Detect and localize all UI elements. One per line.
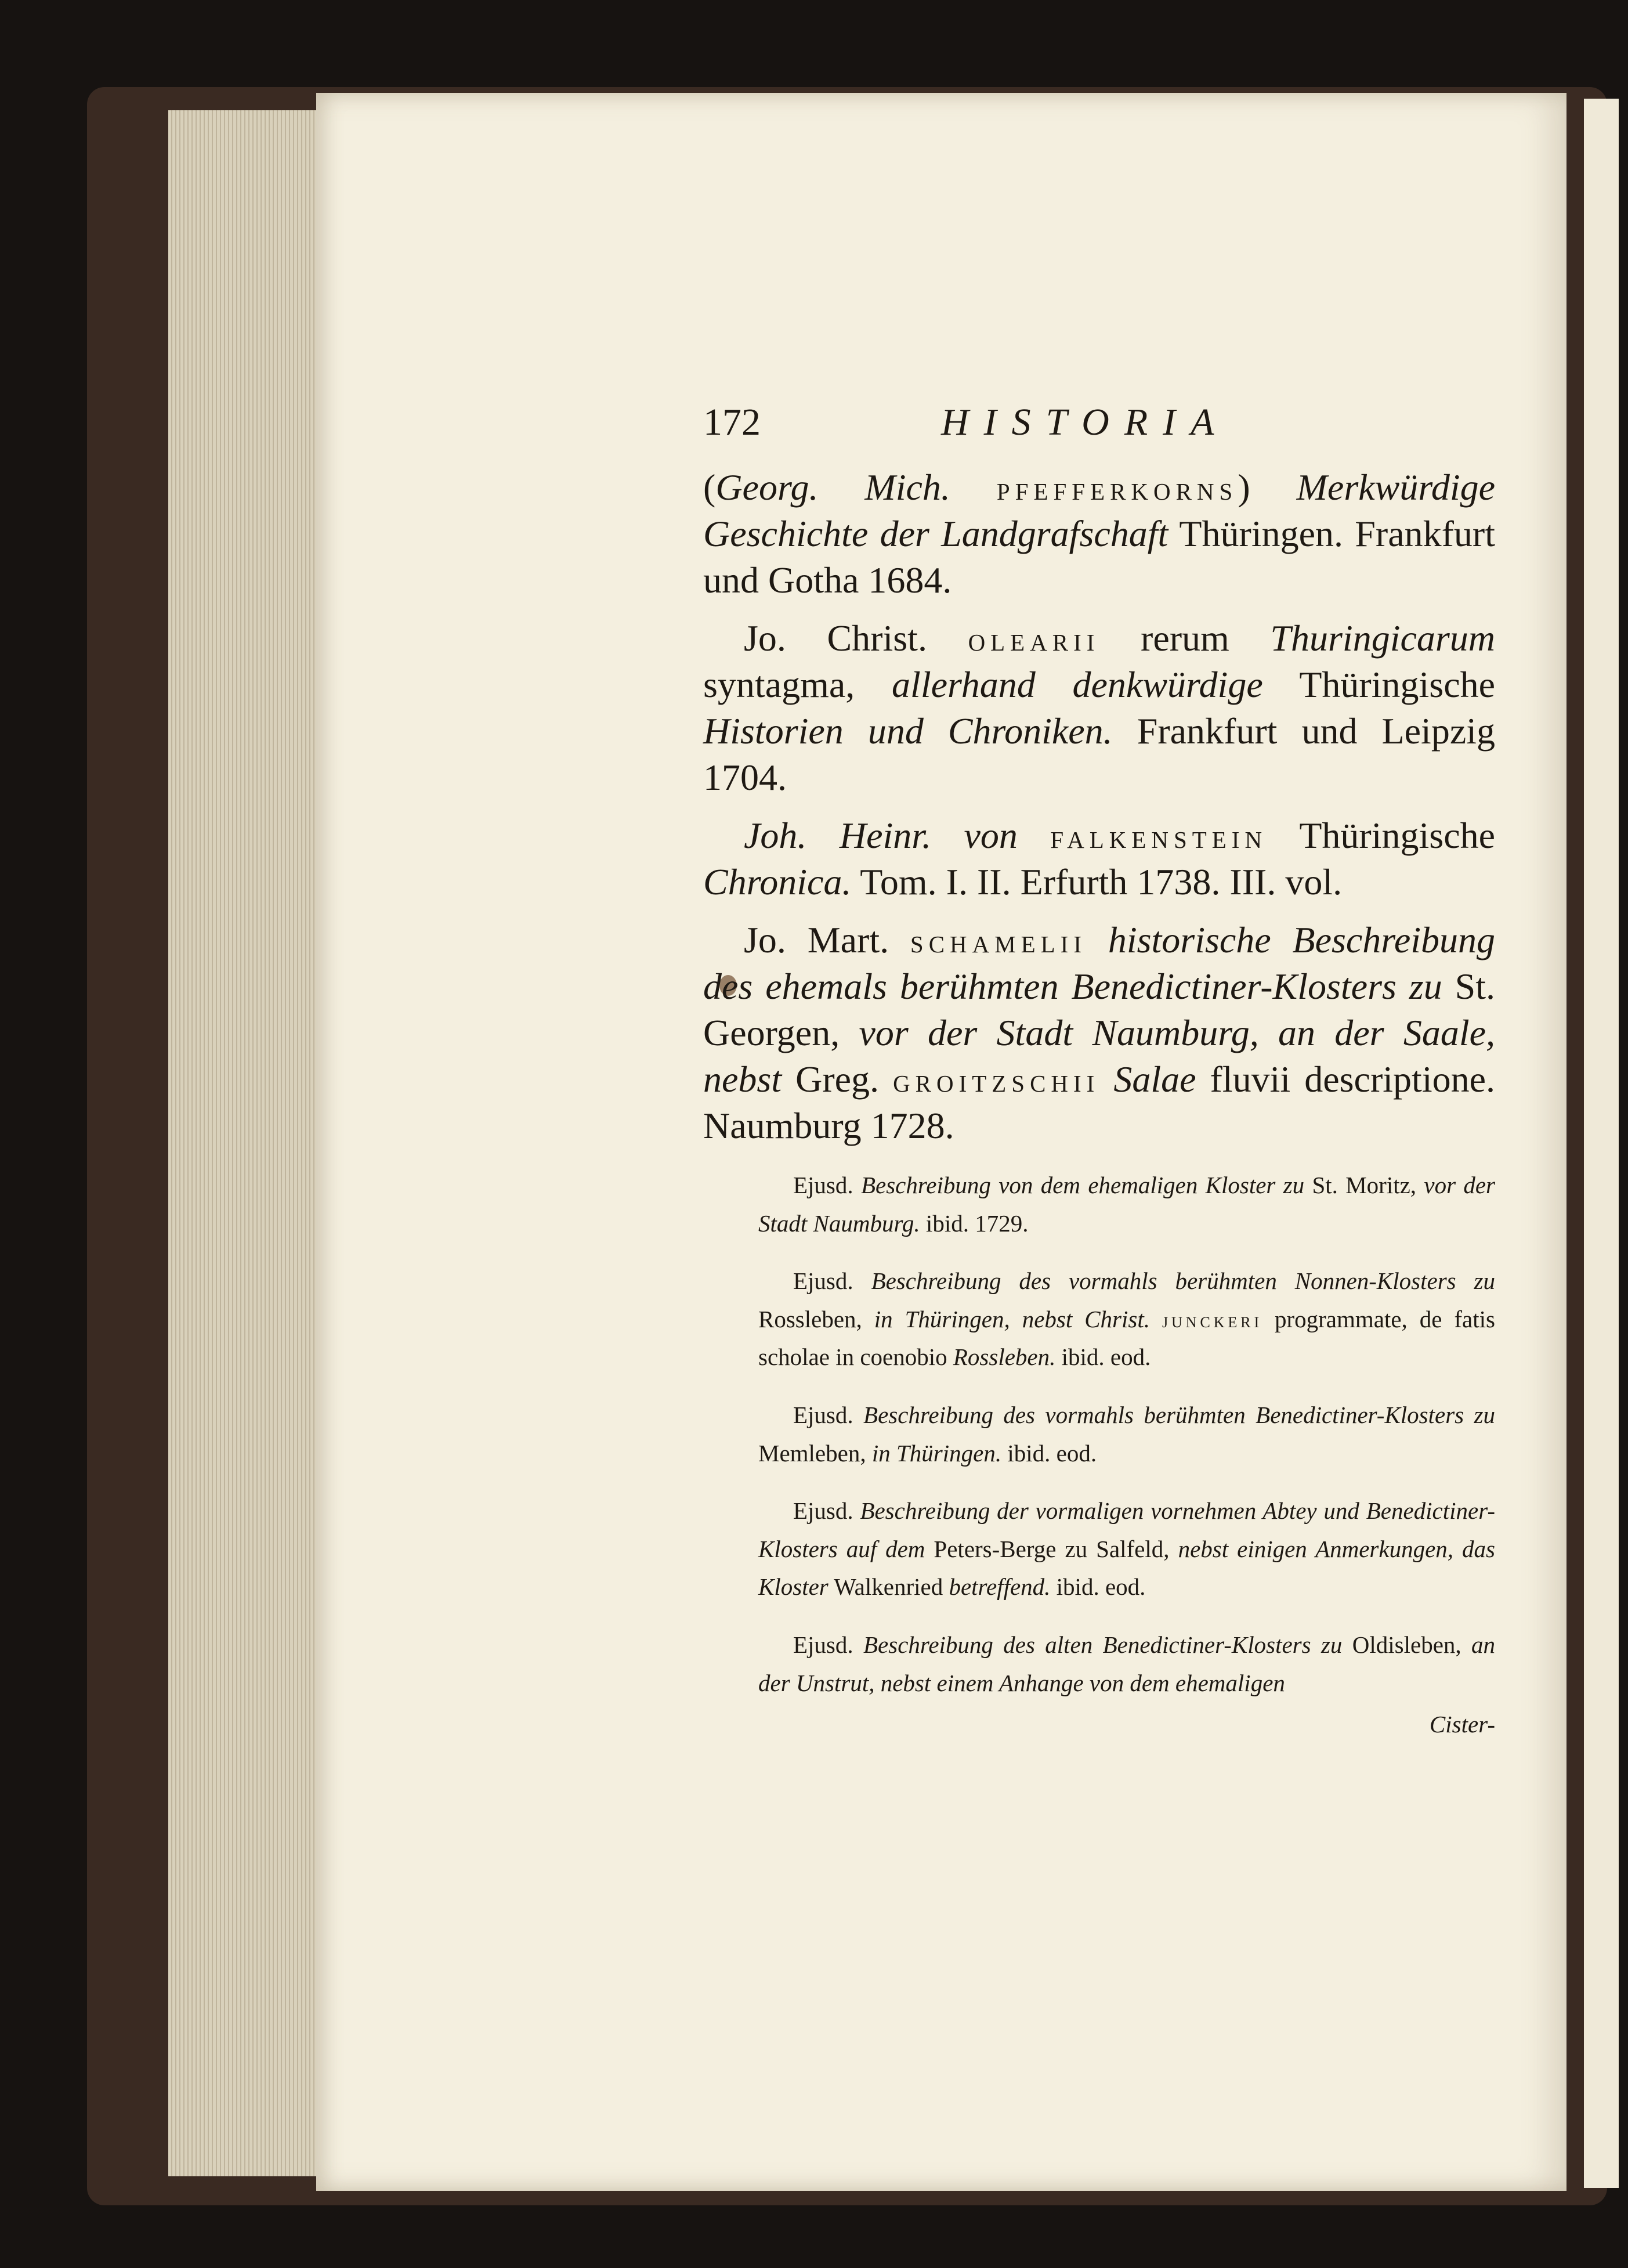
page-text	[703, 400, 1495, 1738]
page-number: 172	[703, 401, 761, 443]
sub-entry: Ejusd. Beschreibung des vormahls berühmten Benedictiner-Klosters zu Memleben, in Thüringen. ibid. eod.	[758, 1401, 1495, 1467]
sub-entry: Ejusd. Beschreibung des alten Benedictiner-Klosters zu Oldisleben, an der Unstrut, nebst einem Anhange von dem ehemaligen	[758, 1631, 1495, 1696]
sub-entry: Ejusd. Beschreibung der vormaligen vornehmen Abtey und Benedictiner-Klosters auf dem Peters-Berge zu Salfeld, nebst einigen Anmerkungen, das Kloster Walkenried betreffend. ibid. eod.	[758, 1497, 1495, 1601]
sub-entry: Ejusd. Beschreibung des vormahls berühmten Nonnen-Klosters zu Rossleben, in Thüringen, nebst Christ. JUNCKERI programmate, de fatis scholae in coenobio Rossleben. ibid. eod.	[758, 1267, 1495, 1371]
bibliography-entry: (Georg. Mich. PFEFFERKORNS) Merkwürdige Geschichte der Landgrafschaft Thüringen. Frankfurt und Gotha 1684.	[703, 467, 1496, 601]
catchword: Cister-	[1429, 1711, 1495, 1738]
sub-entry: Ejusd. Beschreibung von dem ehemaligen Kloster zu St. Moritz, vor der Stadt Naumburg. ibid. 1729.	[758, 1172, 1495, 1237]
bibliography-entry: Jo. Mart. SCHAMELII historische Beschreibung des ehemals berühmten Benedictiner-Klosters zu St. Georgen, vor der Stadt Naumburg, an der Saale, nebst Greg. GROITZSCHII Salae fluvii descriptione. Naumburg 1728.	[703, 919, 1496, 1146]
sub-entries	[703, 1166, 1495, 1738]
bibliography-entry: Jo. Christ. OLEARII rerum Thuringicarum syntagma, allerhand denkwürdige Thüringische Historien und Chroniken. Frankfurt und Leipzig 1704.	[703, 617, 1496, 798]
running-title: HISTORIA	[941, 401, 1229, 443]
page-fore-edge	[168, 110, 319, 2176]
running-head	[703, 400, 1495, 464]
facing-page-edge	[1584, 99, 1619, 2188]
bibliography-entry: Joh. Heinr. von FALKENSTEIN Thüringische Chronica. Tom. I. II. Erfurth 1738. III. vol.	[703, 815, 1496, 902]
